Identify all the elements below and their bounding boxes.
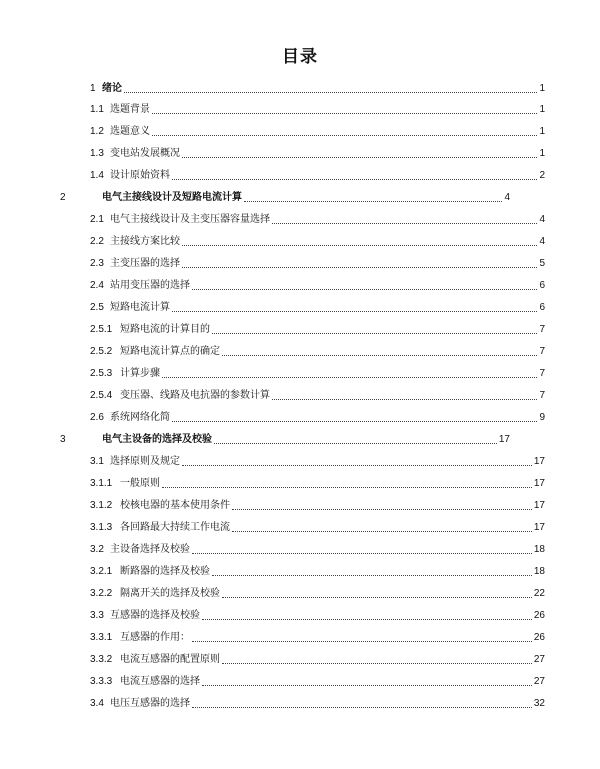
toc-page-number: 7 [539, 324, 545, 335]
toc-leader-dots [272, 222, 537, 224]
toc-entry-title: 主设备选择及校验 [110, 544, 190, 555]
toc-leader-dots [222, 662, 532, 664]
toc-entry-title: 电流互感器的配置原则 [120, 654, 220, 665]
toc-page-number: 6 [539, 302, 545, 313]
toc-leader-dots [192, 288, 537, 290]
toc-entry[interactable] [90, 695, 545, 711]
toc-leader-dots [124, 91, 537, 93]
toc-chapter-entry[interactable] [60, 431, 510, 447]
toc-entry-number: 2.5.2 [90, 346, 113, 357]
toc-entry-title: 绪论 [102, 83, 122, 94]
toc-leader-dots [202, 618, 532, 620]
toc-entry-number: 1.3 [90, 148, 104, 159]
toc-entry-number: 2.5 [90, 302, 104, 313]
toc-entry-number: 3.2.2 [90, 588, 113, 599]
toc-entry-title: 互感器的选择及校验 [110, 610, 200, 621]
toc-page-number: 1 [539, 83, 545, 94]
toc-page-number: 18 [533, 566, 545, 577]
toc-page-number: 17 [533, 456, 545, 467]
toc-leader-dots [172, 420, 537, 422]
toc-entry-number: 1.4 [90, 170, 104, 181]
toc-leader-dots [182, 156, 537, 158]
toc-entry-number: 1.2 [90, 126, 104, 137]
toc-entry-title: 校核电器的基本使用条件 [120, 500, 230, 511]
toc-entry[interactable] [90, 167, 545, 183]
toc-page-number: 1 [539, 104, 545, 115]
toc-entry-title: 一般原则 [120, 478, 160, 489]
toc-page-number: 17 [533, 478, 545, 489]
toc-leader-dots [232, 508, 532, 510]
toc-page-number: 27 [533, 654, 545, 665]
toc-leader-dots [172, 178, 537, 180]
toc-page-number: 17 [533, 522, 545, 533]
toc-entry[interactable] [90, 453, 545, 469]
toc-leader-dots [272, 398, 537, 400]
toc-leader-dots [152, 112, 537, 114]
toc-leader-dots [244, 200, 502, 202]
toc-entry-title: 电气主接线设计及主变压器容量选择 [110, 214, 270, 225]
page-title: 目录 [282, 47, 318, 67]
toc-entry[interactable] [90, 145, 545, 161]
toc-entry[interactable] [90, 101, 545, 117]
toc-entry-number: 2.3 [90, 258, 104, 269]
toc-entry[interactable] [90, 475, 545, 491]
toc-entry[interactable] [90, 123, 545, 139]
toc-entry[interactable] [90, 299, 545, 315]
toc-page-number: 1 [539, 148, 545, 159]
toc-entry-title: 断路器的选择及校验 [120, 566, 210, 577]
toc-leader-dots [152, 134, 537, 136]
toc-entry-title: 互感器的作用： [120, 632, 190, 643]
toc-page-number: 26 [533, 610, 545, 621]
toc-page-number: 32 [533, 698, 545, 709]
toc-entry-number: 3.4 [90, 698, 104, 709]
toc-entry-title: 选题意义 [110, 126, 150, 137]
toc-leader-dots [214, 442, 497, 444]
toc-entry-title: 短路电流计算点的确定 [120, 346, 220, 357]
toc-entry-title: 短路电流计算 [110, 302, 170, 313]
toc-entry[interactable] [90, 673, 545, 689]
toc-chapter-entry[interactable] [60, 189, 510, 205]
toc-entry-number: 2.1 [90, 214, 104, 225]
toc-leader-dots [182, 244, 537, 246]
toc-entry-title: 站用变压器的选择 [110, 280, 190, 291]
toc-entry-title: 系统网络化简 [110, 412, 170, 423]
toc-page-number: 17 [533, 500, 545, 511]
toc-page-number: 7 [539, 368, 545, 379]
toc-entry-title: 电气主接线设计及短路电流计算 [102, 192, 242, 203]
toc-page-number: 9 [539, 412, 545, 423]
toc-leader-dots [212, 574, 532, 576]
toc-entry[interactable] [90, 211, 545, 227]
toc-entry-number: 2.4 [90, 280, 104, 291]
toc-entry-number: 2.2 [90, 236, 104, 247]
toc-entry-title: 计算步骤 [120, 368, 160, 379]
toc-entry-number: 1.1 [90, 104, 104, 115]
toc-entry-number: 3.2.1 [90, 566, 113, 577]
toc-entry-title: 各回路最大持续工作电流 [120, 522, 230, 533]
toc-entry[interactable] [90, 343, 545, 359]
toc-entry[interactable] [90, 277, 545, 293]
toc-entry-number: 3.3.1 [90, 632, 113, 643]
toc-entry[interactable] [90, 497, 545, 513]
toc-entry[interactable] [90, 255, 545, 271]
toc-leader-dots [202, 684, 532, 686]
toc-leader-dots [212, 332, 537, 334]
toc-leader-dots [232, 530, 532, 532]
toc-entry-number: 3.1.3 [90, 522, 113, 533]
toc-leader-dots [182, 266, 537, 268]
toc-entry-number: 3.3.2 [90, 654, 113, 665]
toc-entry-title: 短路电流的计算目的 [120, 324, 210, 335]
toc-entry-title: 电流互感器的选择 [120, 676, 200, 687]
toc-entry-title: 电气主设备的选择及校验 [102, 434, 212, 445]
toc-entry-number: 2 [60, 192, 66, 203]
toc-entry-title: 选题背景 [110, 104, 150, 115]
toc-entry-number: 3.1 [90, 456, 104, 467]
toc-leader-dots [162, 376, 537, 378]
toc-page-number: 7 [539, 346, 545, 357]
toc-entry-title: 选择原则及规定 [110, 456, 180, 467]
toc-leader-dots [182, 464, 532, 466]
toc-entry[interactable] [90, 387, 545, 403]
toc-entry[interactable] [90, 365, 545, 381]
toc-entry-number: 3.3 [90, 610, 104, 621]
toc-entry[interactable] [90, 409, 545, 425]
toc-leader-dots [192, 552, 532, 554]
toc-entry[interactable] [90, 629, 545, 645]
toc-leader-dots [222, 596, 532, 598]
toc-page-number: 17 [498, 434, 510, 445]
toc-entry[interactable] [90, 651, 545, 667]
toc-page-number: 7 [539, 390, 545, 401]
toc-entry-number: 3.1.2 [90, 500, 113, 511]
toc-page-number: 4 [539, 214, 545, 225]
toc-entry-number: 2.6 [90, 412, 104, 423]
toc-entry-title: 主接线方案比较 [110, 236, 180, 247]
toc-entry[interactable] [90, 321, 545, 337]
toc-page-number: 6 [539, 280, 545, 291]
toc-entry[interactable] [90, 519, 545, 535]
toc-leader-dots [222, 354, 537, 356]
toc-page-number: 22 [533, 588, 545, 599]
toc-entry-number: 2.5.1 [90, 324, 113, 335]
toc-entry-number: 2.5.3 [90, 368, 113, 379]
toc-entry-number: 1 [90, 83, 96, 94]
toc-entry[interactable] [90, 585, 545, 601]
toc-leader-dots [172, 310, 537, 312]
toc-page-number: 2 [539, 170, 545, 181]
toc-entry-title: 变电站发展概况 [110, 148, 180, 159]
toc-page-number: 4 [504, 192, 510, 203]
toc-entry[interactable] [90, 563, 545, 579]
toc-entry-title: 主变压器的选择 [110, 258, 180, 269]
toc-entry-number: 3.2 [90, 544, 104, 555]
toc-page-number: 4 [539, 236, 545, 247]
toc-entry-number: 2.5.4 [90, 390, 113, 401]
toc-entry-title: 设计原始资料 [110, 170, 170, 181]
toc-entry[interactable] [90, 541, 545, 557]
toc-entry-title: 隔离开关的选择及校验 [120, 588, 220, 599]
toc-page-number: 26 [533, 632, 545, 643]
toc-entry-title: 变压器、线路及电抗器的参数计算 [120, 390, 270, 401]
toc-leader-dots [192, 640, 532, 642]
toc-entry-number: 3.3.3 [90, 676, 113, 687]
toc-entry-number: 3.1.1 [90, 478, 113, 489]
toc-chapter-entry[interactable] [90, 80, 545, 96]
toc-page-number: 1 [539, 126, 545, 137]
toc-entry-title: 电压互感器的选择 [110, 698, 190, 709]
toc-entry-number: 3 [60, 434, 66, 445]
toc-page-number: 27 [533, 676, 545, 687]
toc-entry[interactable] [90, 607, 545, 623]
toc-leader-dots [192, 706, 532, 708]
toc-page-number: 18 [533, 544, 545, 555]
toc-entry[interactable] [90, 233, 545, 249]
toc-page-number: 5 [539, 258, 545, 269]
toc-leader-dots [162, 486, 532, 488]
